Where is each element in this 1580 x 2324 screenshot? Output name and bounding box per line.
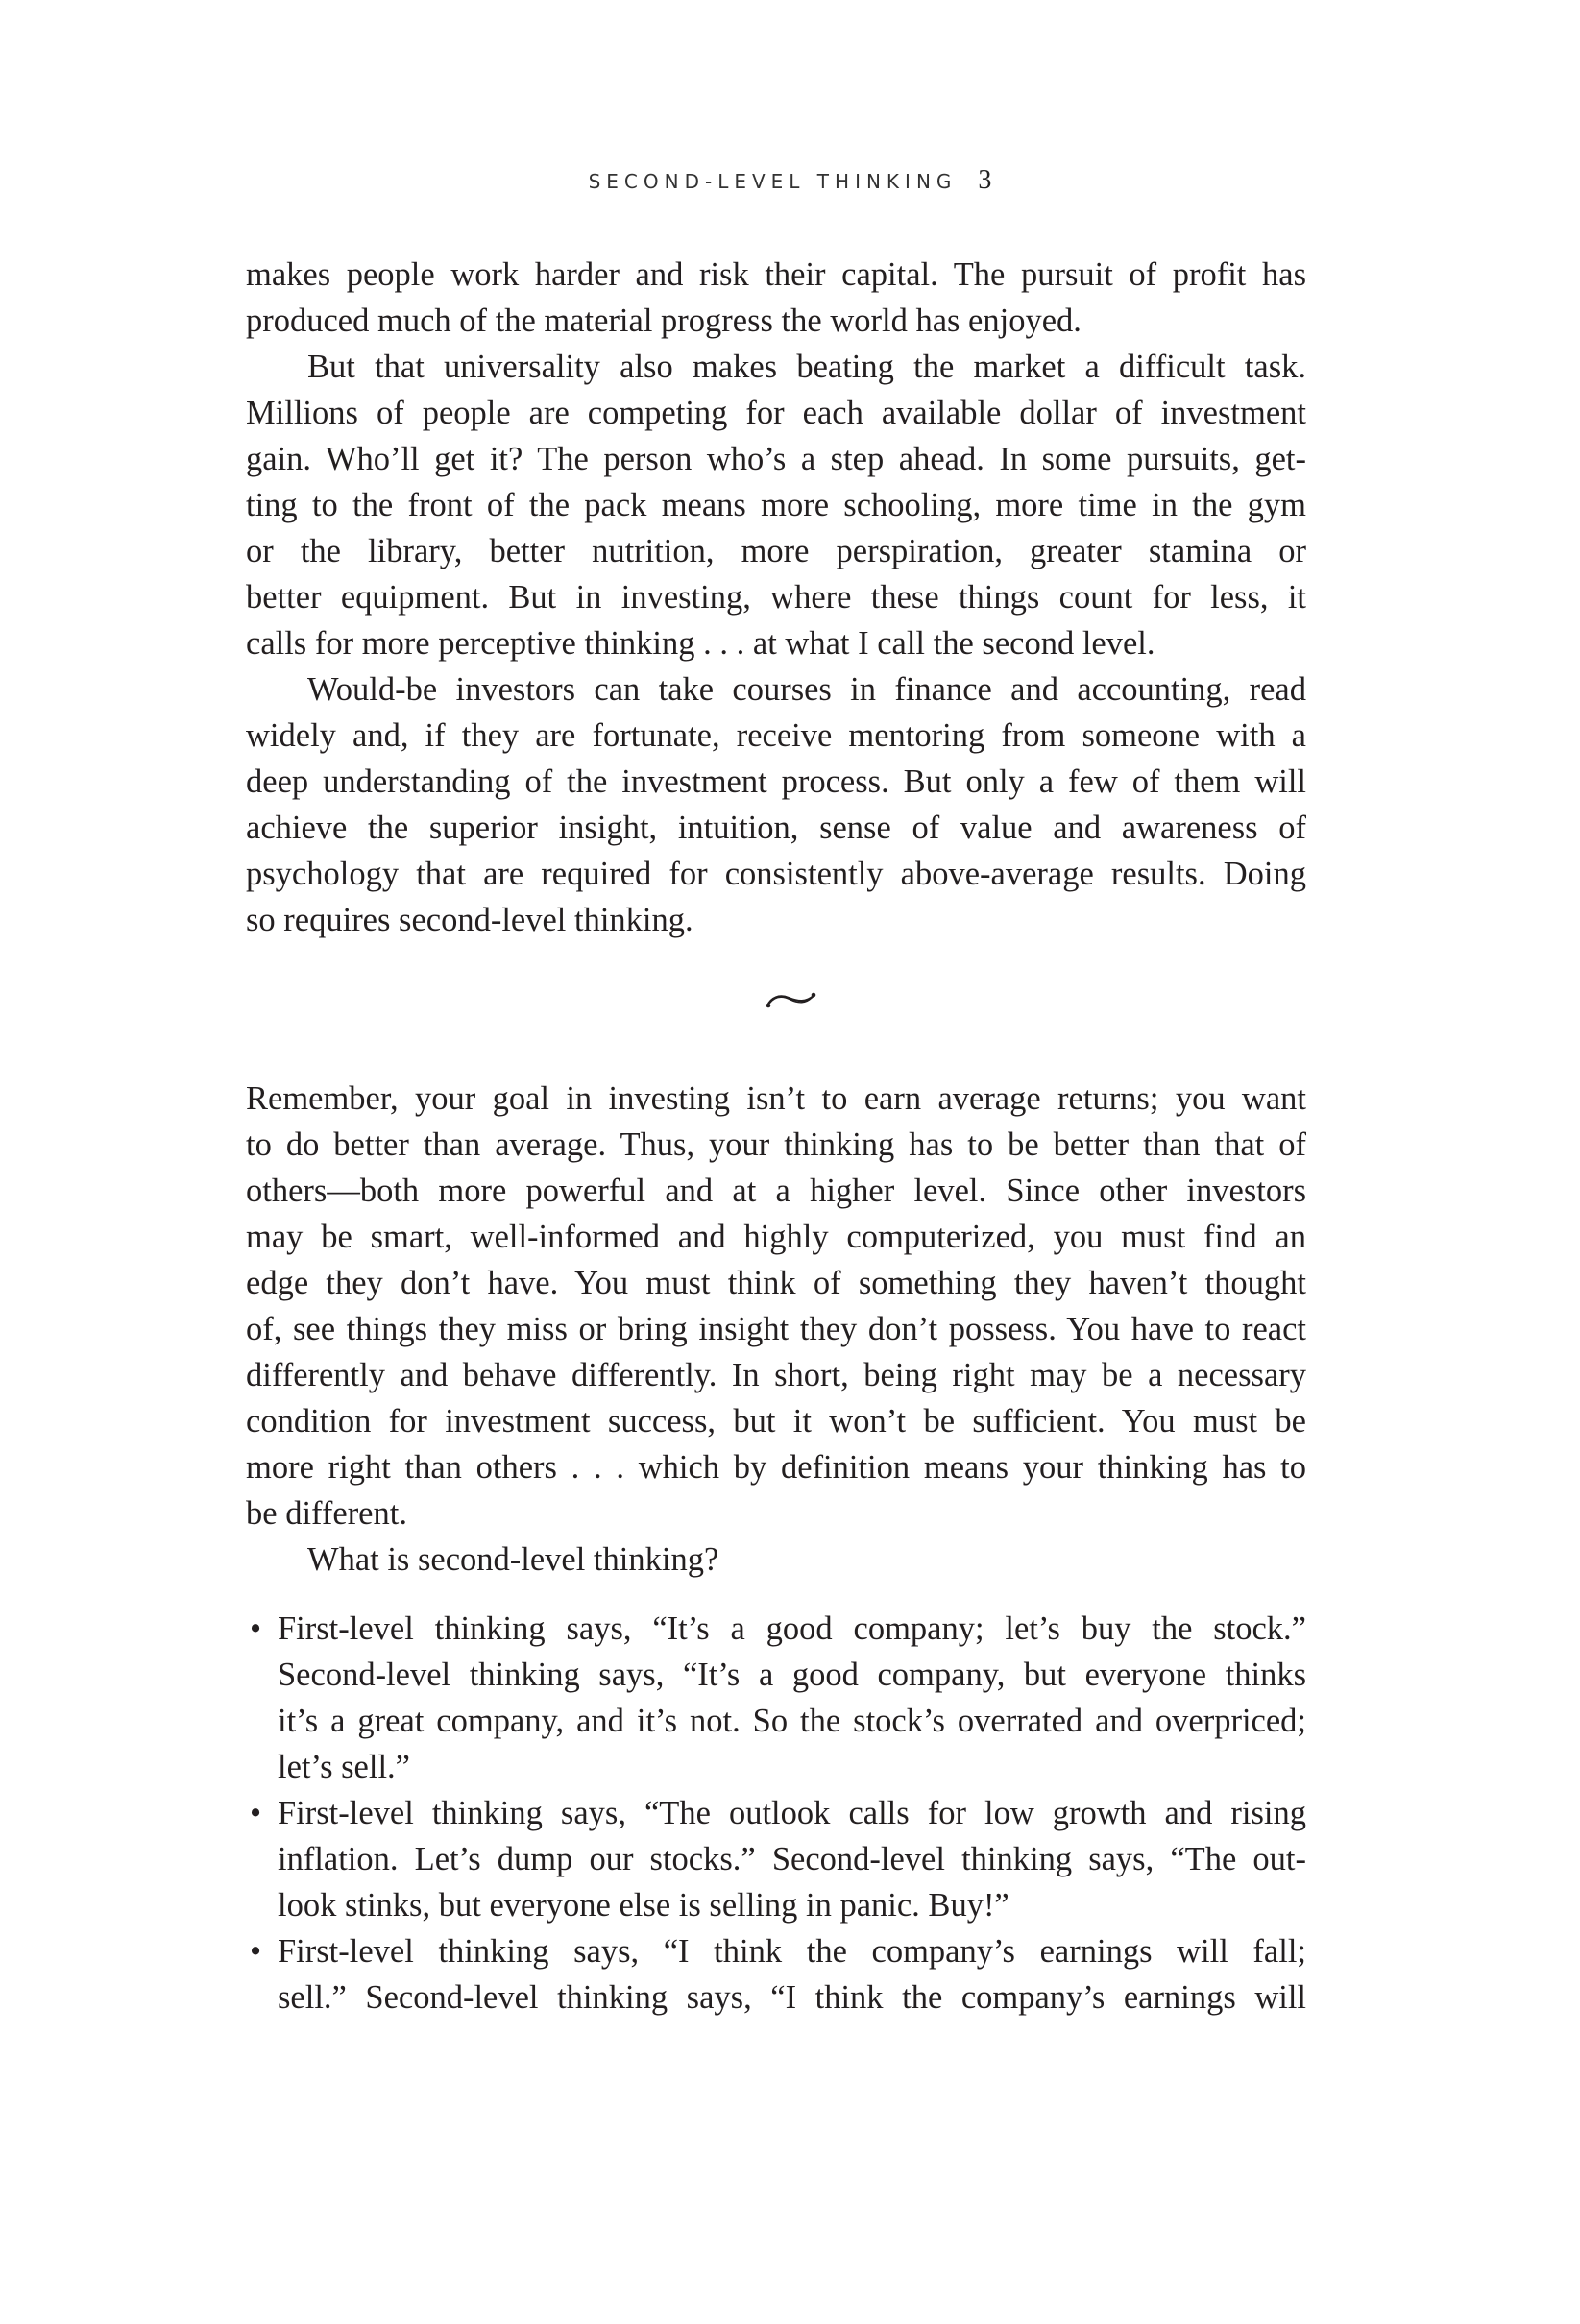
text-line: Millions of people are competing for each available dollar of investment	[246, 395, 1306, 431]
text-line: be different.	[246, 1495, 407, 1532]
text-line: Would-be investors can take courses in finance and accounting, read	[307, 671, 1306, 708]
text-line: more right than others . . . which by definition means your thinking has to	[246, 1449, 1306, 1486]
text-line: But that universality also makes beating the market a difficult task.	[307, 349, 1306, 385]
section-1-text	[246, 252, 1306, 943]
bullet-line: inflation. Let’s dump our stocks.” Second-level thinking says, “The out-	[278, 1841, 1306, 1877]
bullet-line: First-level thinking says, “It’s a good company; let’s buy the stock.”	[278, 1610, 1306, 1647]
section-2-text	[246, 1076, 1306, 1583]
swash-ornament-icon	[764, 984, 817, 1013]
section-separator	[0, 984, 1580, 1018]
text-line: What is second-level thinking?	[307, 1541, 719, 1578]
bullet-line: First-level thinking says, “I think the company’s earnings will fall;	[278, 1933, 1306, 1970]
text-line: better equipment. But in investing, where these things count for less, it	[246, 579, 1306, 616]
running-title: SECOND-LEVEL THINKING	[588, 170, 958, 193]
text-line: produced much of the material progress the world has enjoyed.	[246, 303, 1082, 339]
bullet-item	[246, 1606, 1306, 1790]
bullet-line: look stinks, but everyone else is selling in panic. Buy!”	[278, 1887, 1009, 1924]
text-line: calls for more perceptive thinking . . . at what I call the second level.	[246, 625, 1155, 662]
text-line: may be smart, well-informed and highly computerized, you must find an	[246, 1219, 1306, 1255]
bullet-item	[246, 1928, 1306, 2021]
text-line: edge they don’t have. You must think of something they haven’t thought	[246, 1265, 1306, 1301]
bullet-item	[246, 1790, 1306, 1928]
text-line: to do better than average. Thus, your thinking has to be better than that of	[246, 1126, 1306, 1163]
bullet-line: Second-level thinking says, “It’s a good company, but everyone thinks	[278, 1657, 1306, 1693]
text-line: deep understanding of the investment process. But only a few of them will	[246, 763, 1306, 800]
page-number: 3	[978, 165, 992, 195]
bullet-icon: •	[250, 1610, 262, 1647]
text-line: gain. Who’ll get it? The person who’s a step ahead. In some pursuits, get-	[246, 441, 1306, 477]
text-line: Remember, your goal in investing isn’t to earn average returns; you want	[246, 1080, 1306, 1117]
bullet-icon: •	[250, 1933, 262, 1970]
text-line: ting to the front of the pack means more schooling, more time in the gym	[246, 487, 1306, 523]
bullet-line: First-level thinking says, “The outlook calls for low growth and rising	[278, 1795, 1306, 1831]
text-line: others—both more powerful and at a higher level. Since other investors	[246, 1173, 1306, 1209]
text-line: condition for investment success, but it won’t be sufficient. You must be	[246, 1403, 1306, 1440]
text-line: achieve the superior insight, intuition, sense of value and awareness of	[246, 810, 1306, 846]
text-line: of, see things they miss or bring insight they don’t possess. You have to react	[246, 1311, 1306, 1347]
bullet-line: it’s a great company, and it’s not. So the stock’s overrated and overpriced;	[278, 1703, 1306, 1739]
bullet-list	[246, 1606, 1306, 2021]
text-line: widely and, if they are fortunate, receive mentoring from someone with a	[246, 717, 1306, 754]
bullet-line: let’s sell.”	[278, 1749, 410, 1785]
bullet-icon: •	[250, 1795, 262, 1831]
text-line: so requires second-level thinking.	[246, 902, 693, 938]
text-line: or the library, better nutrition, more perspiration, greater stamina or	[246, 533, 1306, 569]
text-line: makes people work harder and risk their capital. The pursuit of profit has	[246, 256, 1306, 293]
running-head	[0, 165, 1580, 196]
bullet-line: sell.” Second-level thinking says, “I think the company’s earnings will	[278, 1979, 1306, 2016]
text-line: differently and behave differently. In short, being right may be a necessary	[246, 1357, 1306, 1393]
text-line: psychology that are required for consistently above-average results. Doing	[246, 856, 1306, 892]
